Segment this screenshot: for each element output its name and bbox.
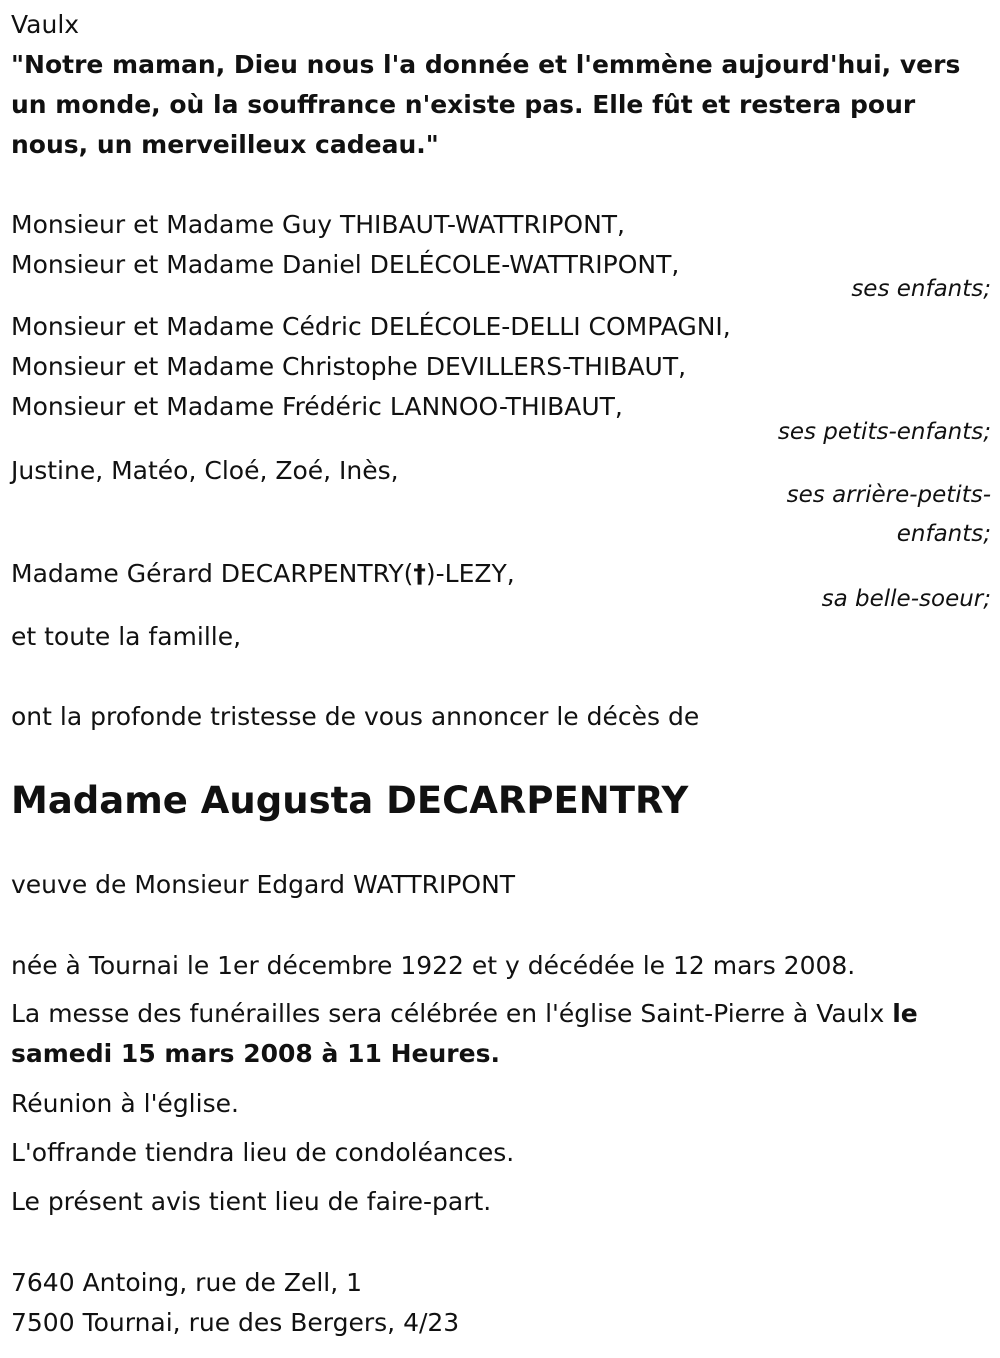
family-name-line: Monsieur et Madame Christophe DEVILLERS-THIBAUT, <box>11 352 687 381</box>
place-name: Vaulx <box>11 10 80 39</box>
family-name-line: Monsieur et Madame Frédéric LANNOO-THIBAUT, <box>11 392 623 421</box>
announcement-text: ont la profonde tristesse de vous annoncer le décès de <box>11 702 700 731</box>
address-line: 7640 Antoing, rue de Zell, 1 <box>11 1268 363 1297</box>
sister-in-law-name-start: Madame Gérard DECARPENTRY( <box>11 559 414 588</box>
meeting-line: Réunion à l'église. <box>11 1089 239 1118</box>
relation-label-great-grandchildren-cont: enfants; <box>896 521 991 547</box>
deceased-name: Madame Augusta DECARPENTRY <box>11 779 689 822</box>
offering-line: L'offrande tiendra lieu de condoléances. <box>11 1138 515 1167</box>
address-line: 7500 Tournai, rue des Bergers, 4/23 <box>11 1308 460 1337</box>
relation-label-great-grandchildren: ses arrière-petits- <box>786 482 991 508</box>
family-name-line: Monsieur et Madame Cédric DELÉCOLE-DELLI COMPAGNI, <box>11 312 731 341</box>
cross-icon: † <box>413 559 426 588</box>
widow-of-line: veuve de Monsieur Edgard WATTRIPONT <box>11 870 516 899</box>
relation-label-children: ses enfants; <box>851 276 991 302</box>
relation-label-grandchildren: ses petits-enfants; <box>777 419 991 445</box>
memorial-quote: "Notre maman, Dieu nous l'a donnée et l'emmène aujourd'hui, vers un monde, où la souffrance n'existe pas. Elle fût et restera pour nous, un merveilleux cadeau." <box>11 50 961 159</box>
birth-death-line: née à Tournai le 1er décembre 1922 et y décédée le 12 mars 2008. <box>11 951 856 980</box>
whole-family-line: et toute la famille, <box>11 622 242 651</box>
sister-in-law-name-end: )-LEZY, <box>425 559 515 588</box>
relation-label-sister-in-law: sa belle-soeur; <box>821 586 991 612</box>
funeral-mass-text: La messe des funérailles sera célébrée en l'église Saint-Pierre à Vaulx <box>11 999 893 1028</box>
funeral-date-start: le <box>892 999 918 1028</box>
funeral-mass-line <box>11 994 918 1034</box>
family-name-line: Justine, Matéo, Cloé, Zoé, Inès, <box>11 456 399 485</box>
family-name-line: Monsieur et Madame Daniel DELÉCOLE-WATTRIPONT, <box>11 250 680 279</box>
family-name-line: Monsieur et Madame Guy THIBAUT-WATTRIPONT, <box>11 210 625 239</box>
funeral-date-time: samedi 15 mars 2008 à 11 Heures. <box>11 1039 500 1068</box>
notice-line: Le présent avis tient lieu de faire-part. <box>11 1187 492 1216</box>
